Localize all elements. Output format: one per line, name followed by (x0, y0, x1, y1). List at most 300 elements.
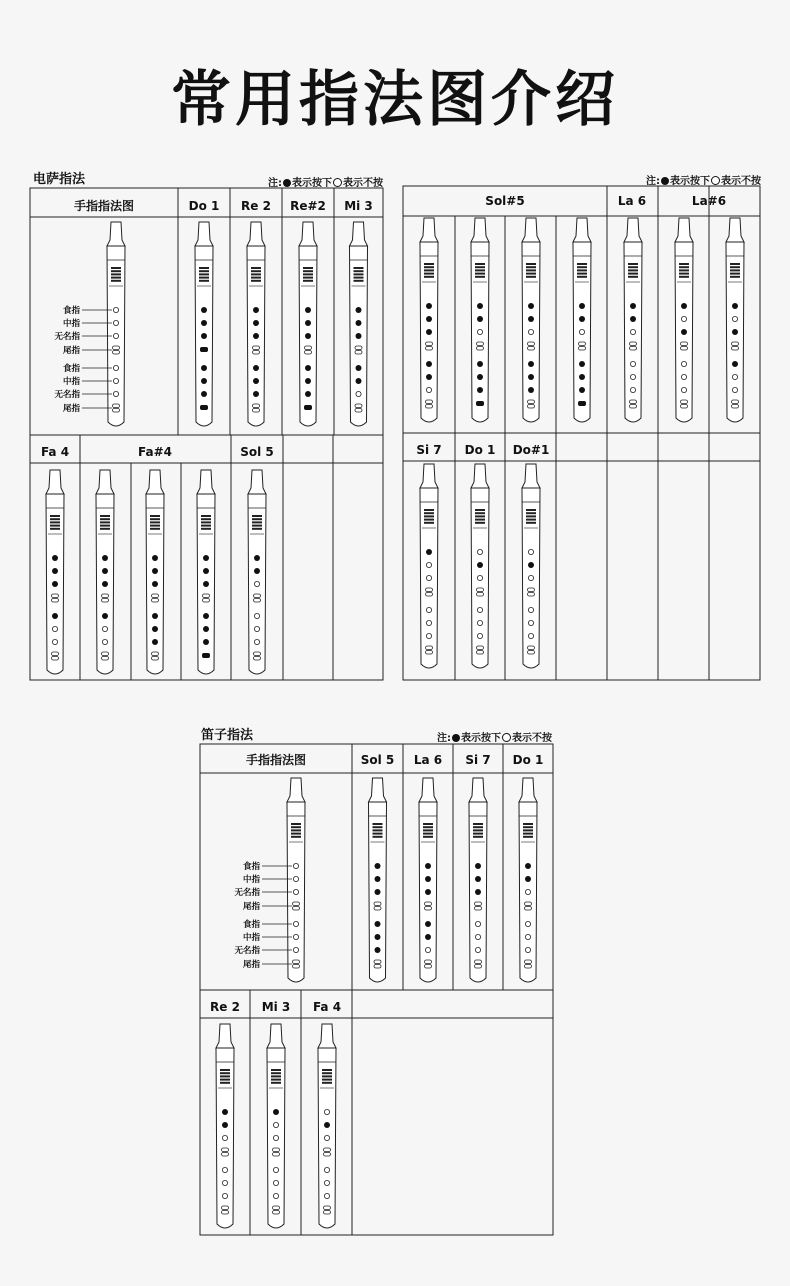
hole-open (222, 1180, 227, 1185)
pinky-key-open (425, 902, 432, 906)
hole-pressed (426, 361, 432, 367)
mouthpiece (519, 778, 537, 802)
hole-pressed (305, 307, 311, 313)
hole-pressed (375, 889, 381, 895)
logo-stripe (201, 521, 211, 523)
pinky-key-open (355, 409, 362, 413)
pinky-key-open (426, 342, 433, 346)
logo-stripe (220, 1079, 230, 1081)
labelled-instrument (287, 778, 305, 982)
hole-open (324, 1109, 329, 1114)
logo-stripe (303, 267, 313, 269)
hole-pressed (681, 329, 687, 335)
logo-stripe (679, 276, 689, 278)
finger-label: 尾指 (62, 404, 80, 414)
logo-stripe (251, 270, 261, 272)
hole-pressed (528, 303, 534, 309)
hole-pressed (201, 391, 207, 397)
hole-open (732, 387, 737, 392)
logo-stripe (252, 528, 262, 530)
hole-pressed (203, 581, 209, 587)
pinky-key-pressed (578, 401, 586, 406)
logo-stripe (322, 1082, 332, 1084)
pinky-key-open (425, 960, 432, 964)
hole-open (630, 361, 635, 366)
hole-open (113, 391, 118, 396)
logo-stripe (111, 277, 121, 279)
hole-open (273, 1122, 278, 1127)
pinky-key-open (477, 646, 484, 650)
hole-open (273, 1135, 278, 1140)
finger-label: 中指 (62, 377, 80, 387)
logo-stripe (475, 269, 485, 271)
hole-open (102, 639, 107, 644)
instrument-elec-1 (247, 222, 265, 426)
header-cell: Fa#4 (138, 445, 172, 459)
pinky-key-open (222, 1148, 229, 1152)
logo-stripe (424, 515, 434, 517)
logo-stripe (373, 833, 383, 835)
hole-open (630, 387, 635, 392)
hole-pressed (477, 387, 483, 393)
pinky-key-open (293, 907, 300, 911)
logo-stripe (526, 276, 536, 278)
note-pressed: 表示按下 (670, 176, 710, 187)
logo-stripe (577, 263, 587, 265)
header-cell: Re 2 (210, 1000, 240, 1014)
logo-stripe (730, 263, 740, 265)
logo-stripe (473, 836, 483, 838)
pinky-key-open (203, 594, 210, 598)
mouthpiece (195, 222, 213, 246)
logo-stripe (220, 1069, 230, 1071)
logo-stripe (271, 1075, 281, 1077)
instrument-elec-row2-1 (96, 470, 114, 674)
hole-open (630, 374, 635, 379)
hole-pressed (426, 374, 432, 380)
finger-label: 食指 (62, 364, 80, 374)
hole-open (681, 316, 686, 321)
instrument-elec-right-6 (726, 218, 744, 422)
pinky-key-open (152, 594, 159, 598)
instrument-elec-right-3 (573, 218, 591, 422)
pinky-key-open (528, 588, 535, 592)
instrument-flute-0 (369, 778, 387, 982)
logo-stripe (423, 826, 433, 828)
logo-stripe (50, 515, 60, 517)
logo-stripe (220, 1072, 230, 1074)
hole-open (254, 581, 259, 586)
header-cell: La 6 (617, 194, 647, 208)
logo-stripe (322, 1072, 332, 1074)
pinky-key-open (293, 960, 300, 964)
hole-open (254, 626, 259, 631)
hole-open (426, 575, 431, 580)
instrument-elec-right-row2-0 (420, 464, 438, 668)
pinky-key-open (630, 400, 637, 404)
mouthpiece (299, 222, 317, 246)
logo-stripe (679, 273, 689, 275)
logo-stripe (303, 277, 313, 279)
pinky-key-open (324, 1211, 331, 1215)
mouthpiece (146, 470, 164, 494)
hole-open (254, 639, 259, 644)
header-cell: Do 1 (464, 443, 496, 457)
hole-open (113, 378, 118, 383)
hole-open (113, 365, 118, 370)
mouthpiece (96, 470, 114, 494)
mouthpiece (471, 218, 489, 242)
logo-stripe (111, 280, 121, 282)
pinky-key-open (525, 902, 532, 906)
logo-stripe (523, 829, 533, 831)
hole-open (222, 1167, 227, 1172)
pinky-key-open (732, 405, 739, 409)
finger-label: 食指 (242, 862, 260, 872)
pinky-key-open (579, 342, 586, 346)
pinky-key-open (681, 405, 688, 409)
header-cell: Fa 4 (312, 1000, 342, 1014)
hole-pressed (102, 568, 108, 574)
hole-open (525, 934, 530, 939)
hole-pressed (102, 613, 108, 619)
logo-stripe (100, 525, 110, 527)
logo-stripe (199, 270, 209, 272)
hole-open (324, 1180, 329, 1185)
section-label-flute: 笛子指法 (201, 728, 254, 743)
page-title: 常用指法图介绍 (171, 65, 619, 135)
hole-pressed (477, 374, 483, 380)
logo-stripe (111, 267, 121, 269)
hole-open (324, 1167, 329, 1172)
hole-open (293, 947, 298, 952)
logo-stripe (424, 266, 434, 268)
hole-open (293, 921, 298, 926)
hole-open (426, 620, 431, 625)
pinky-key-open (203, 599, 210, 603)
logo-stripe (291, 826, 301, 828)
hole-open (426, 562, 431, 567)
logo-stripe (730, 269, 740, 271)
note-pressed: 表示按下 (461, 733, 501, 744)
hole-pressed (152, 555, 158, 561)
mouthpiece (197, 470, 215, 494)
pinky-key-open (52, 594, 59, 598)
logo-stripe (220, 1082, 230, 1084)
mouthpiece (369, 778, 387, 802)
header-cell: La#6 (691, 194, 727, 208)
hole-pressed (253, 378, 259, 384)
hole-pressed (425, 863, 431, 869)
pinky-key-open (113, 409, 120, 413)
pinky-key-open (273, 1211, 280, 1215)
pinky-key-open (630, 342, 637, 346)
logo-stripe (679, 263, 689, 265)
pinky-key-open (222, 1211, 229, 1215)
logo-stripe (100, 528, 110, 530)
logo-stripe (473, 823, 483, 825)
pinky-key-open (355, 346, 362, 350)
logo-stripe (354, 270, 364, 272)
logo-stripe (251, 273, 261, 275)
pinky-key-open (475, 907, 482, 911)
pinky-key-open (426, 646, 433, 650)
hole-open (475, 947, 480, 952)
pinky-key-open (681, 347, 688, 351)
hole-open (525, 921, 530, 926)
logo-stripe (373, 826, 383, 828)
hole-pressed (253, 365, 259, 371)
header-cell: 手指指法图 (73, 199, 135, 213)
pinky-key-pressed (476, 401, 484, 406)
logo-stripe (424, 273, 434, 275)
hole-open (222, 1135, 227, 1140)
logo-stripe (577, 273, 587, 275)
logo-stripe (199, 280, 209, 282)
logo-stripe (679, 269, 689, 271)
pinky-key-open (528, 651, 535, 655)
hole-pressed (356, 378, 362, 384)
pinky-key-open (152, 652, 159, 656)
hole-pressed (305, 320, 311, 326)
hole-pressed (222, 1122, 228, 1128)
mouthpiece (107, 222, 125, 246)
hole-open (426, 387, 431, 392)
instrument-elec-right-4 (624, 218, 642, 422)
mouthpiece (267, 1024, 285, 1048)
hole-pressed (732, 361, 738, 367)
hole-pressed (579, 374, 585, 380)
pinky-key-open (52, 657, 59, 661)
mouthpiece (318, 1024, 336, 1048)
pinky-key-open (253, 404, 260, 408)
instrument-elec-right-2 (522, 218, 540, 422)
pinky-key-open (293, 965, 300, 969)
labelled-instrument (107, 222, 125, 426)
pinky-key-open (425, 907, 432, 911)
pinky-key-pressed (202, 653, 210, 658)
section-label-electronic: 电萨指法 (33, 172, 86, 187)
hole-open (102, 626, 107, 631)
hole-open (324, 1135, 329, 1140)
mouthpiece (350, 222, 368, 246)
hole-open (477, 575, 482, 580)
pinky-key-open (374, 907, 381, 911)
logo-stripe (252, 518, 262, 520)
hole-pressed (253, 391, 259, 397)
hole-pressed (222, 1109, 228, 1115)
pinky-key-pressed (304, 405, 312, 410)
hole-pressed (375, 863, 381, 869)
hole-pressed (475, 889, 481, 895)
hole-pressed (201, 378, 207, 384)
hole-open (477, 620, 482, 625)
logo-stripe (526, 515, 536, 517)
hole-pressed (425, 876, 431, 882)
hole-open (525, 889, 530, 894)
pinky-key-open (732, 347, 739, 351)
hole-pressed (305, 391, 311, 397)
hole-pressed (579, 303, 585, 309)
hole-pressed (477, 361, 483, 367)
hole-open (113, 320, 118, 325)
finger-label: 尾指 (242, 902, 260, 912)
mouthpiece (726, 218, 744, 242)
pinky-key-open (426, 400, 433, 404)
logo-stripe (424, 269, 434, 271)
hole-pressed (52, 613, 58, 619)
header-cell: Fa 4 (40, 445, 70, 459)
hole-pressed (305, 365, 311, 371)
header-cell: Si 7 (416, 443, 442, 457)
hole-pressed (52, 581, 58, 587)
mouthpiece (46, 470, 64, 494)
logo-stripe (424, 512, 434, 514)
pinky-key-open (528, 593, 535, 597)
hole-open (293, 934, 298, 939)
hole-open (681, 374, 686, 379)
logo-stripe (252, 515, 262, 517)
pinky-key-open (477, 342, 484, 346)
hole-pressed (525, 863, 531, 869)
pinky-key-open (254, 657, 261, 661)
header-cell: Do#1 (512, 443, 550, 457)
logo-stripe (252, 521, 262, 523)
pinky-key-open (222, 1153, 229, 1157)
header-cell: Re#2 (290, 199, 326, 213)
pinky-key-open (477, 588, 484, 592)
finger-label: 中指 (242, 875, 260, 885)
logo-stripe (199, 277, 209, 279)
pinky-key-open (273, 1153, 280, 1157)
logo-stripe (523, 833, 533, 835)
pinky-key-open (374, 902, 381, 906)
logo-stripe (475, 509, 485, 511)
hole-pressed (732, 329, 738, 335)
pinky-key-open (426, 405, 433, 409)
pinky-key-open (102, 652, 109, 656)
logo-stripe (150, 515, 160, 517)
header-cell: Do 1 (188, 199, 220, 213)
pinky-key-open (525, 965, 532, 969)
logo-stripe (291, 829, 301, 831)
pinky-key-open (253, 409, 260, 413)
mouthpiece (420, 218, 438, 242)
note-open: 表示不按 (512, 733, 552, 744)
logo-stripe (730, 276, 740, 278)
hole-pressed (203, 613, 209, 619)
logo-stripe (423, 823, 433, 825)
hole-pressed (375, 947, 381, 953)
hole-pressed (579, 387, 585, 393)
hole-pressed (528, 361, 534, 367)
instrument-elec-right-row2-2 (522, 464, 540, 668)
logo-stripe (111, 273, 121, 275)
pinky-key-open (324, 1148, 331, 1152)
instrument-elec-0 (195, 222, 213, 426)
pinky-key-open (681, 400, 688, 404)
hole-pressed (254, 555, 260, 561)
hole-pressed (477, 316, 483, 322)
hole-pressed (630, 303, 636, 309)
hole-pressed (477, 303, 483, 309)
hole-pressed (425, 921, 431, 927)
pinky-key-open (273, 1148, 280, 1152)
instrument-elec-3 (350, 222, 368, 426)
hole-pressed (52, 568, 58, 574)
mouthpiece (573, 218, 591, 242)
header-cell: Sol 5 (240, 445, 274, 459)
mouthpiece (469, 778, 487, 802)
pinky-key-open (113, 351, 120, 355)
hole-pressed (356, 333, 362, 339)
instrument-flute-3 (519, 778, 537, 982)
pinky-key-open (222, 1206, 229, 1210)
logo-stripe (291, 823, 301, 825)
pinky-key-open (425, 965, 432, 969)
pinky-key-open (152, 657, 159, 661)
instrument-elec-row2-4 (248, 470, 266, 674)
hole-pressed (426, 316, 432, 322)
hole-open (528, 329, 533, 334)
hole-open (324, 1193, 329, 1198)
logo-stripe (373, 829, 383, 831)
logo-stripe (523, 826, 533, 828)
finger-label: 中指 (242, 933, 260, 943)
logo-stripe (354, 273, 364, 275)
logo-stripe (100, 518, 110, 520)
pinky-key-open (324, 1206, 331, 1210)
logo-stripe (424, 509, 434, 511)
hole-pressed (253, 307, 259, 313)
note-open: 表示不按 (721, 176, 761, 187)
logo-stripe (50, 528, 60, 530)
logo-stripe (523, 823, 533, 825)
hole-pressed (375, 921, 381, 927)
logo-stripe (199, 273, 209, 275)
hole-pressed (426, 329, 432, 335)
mouthpiece (420, 464, 438, 488)
logo-stripe (628, 266, 638, 268)
pinky-key-open (253, 351, 260, 355)
hole-pressed (375, 876, 381, 882)
pinky-key-open (273, 1206, 280, 1210)
hole-pressed (201, 307, 207, 313)
hole-pressed (324, 1122, 330, 1128)
finger-label: 无名指 (234, 888, 260, 898)
hole-open (52, 639, 57, 644)
hole-pressed (425, 934, 431, 940)
hole-pressed (253, 333, 259, 339)
hole-pressed (152, 581, 158, 587)
logo-stripe (526, 266, 536, 268)
finger-label: 无名指 (54, 390, 80, 400)
pinky-key-open (355, 404, 362, 408)
hole-open (273, 1193, 278, 1198)
hole-open (426, 633, 431, 638)
hole-open (293, 863, 298, 868)
hole-open (528, 633, 533, 638)
hole-pressed (528, 374, 534, 380)
hole-pressed (201, 320, 207, 326)
pinky-key-open (152, 599, 159, 603)
pinky-key-open (732, 400, 739, 404)
logo-stripe (730, 273, 740, 275)
mouthpiece (287, 778, 305, 802)
pinky-key-open (52, 599, 59, 603)
hole-open (222, 1193, 227, 1198)
hole-pressed (254, 568, 260, 574)
